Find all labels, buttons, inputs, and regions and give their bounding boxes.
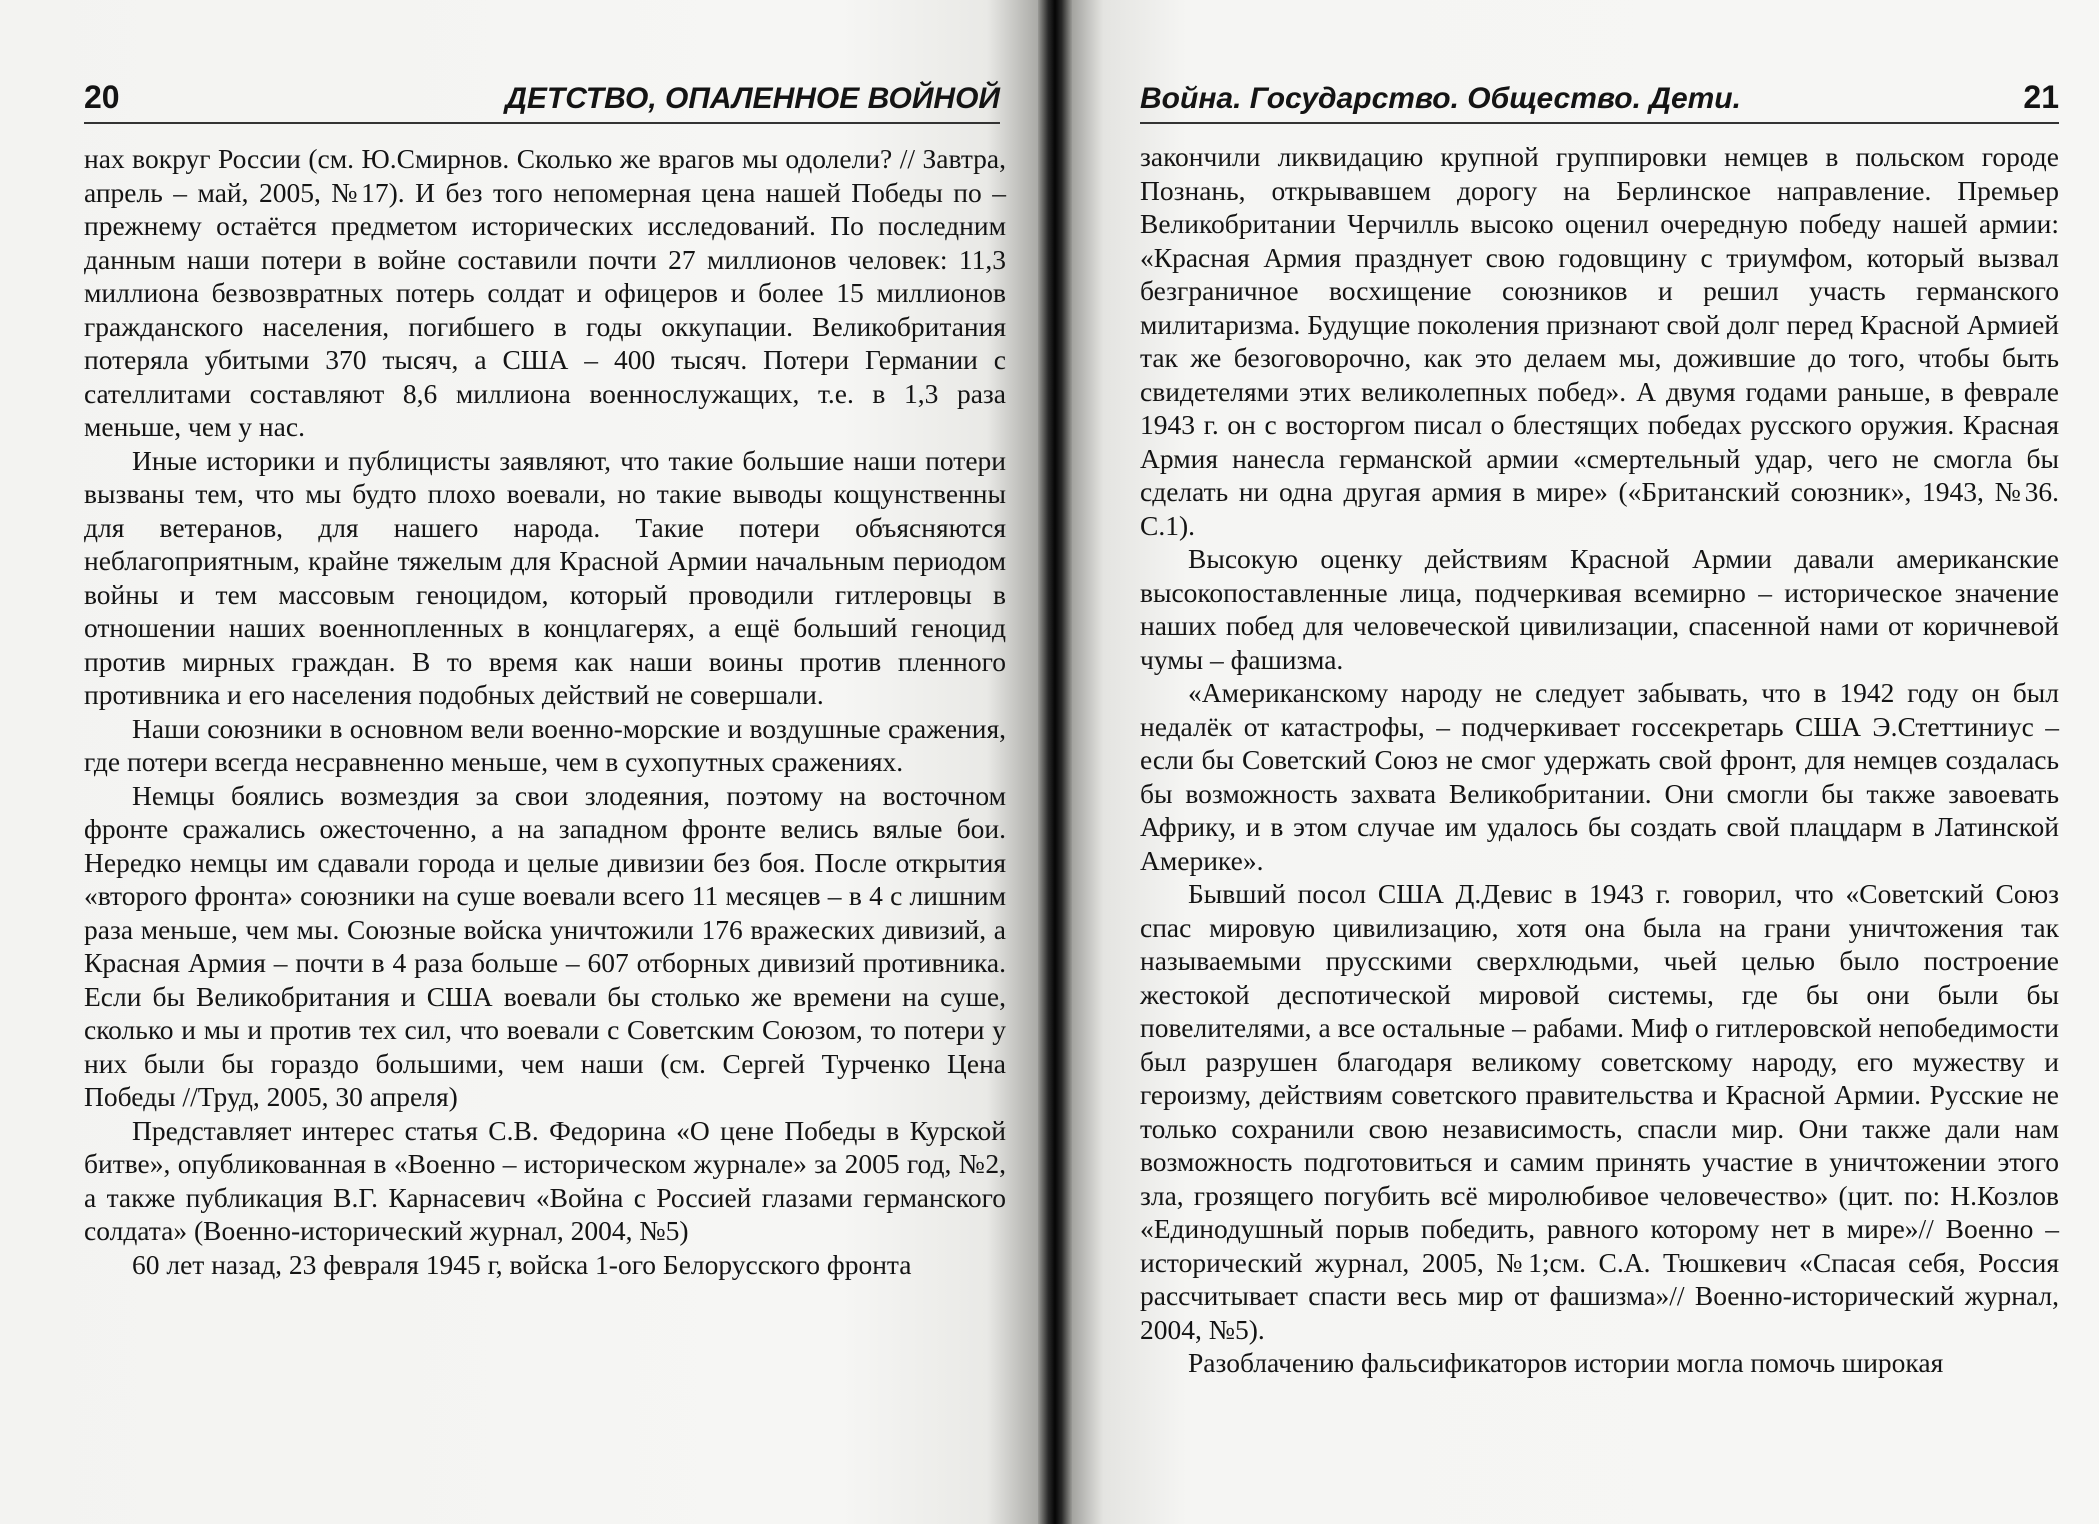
paragraph: нах вокруг России (см. Ю.Смирнов. Сколько же врагов мы одолели? // Завтра, апрель – май, 2005, №17). И без того непомерная цена нашей Победы по – прежнему остаётся предметом исторических исследований. По последним данным наши потери в войне составили почти 27 миллионов человек: 11,3 миллиона безвозвратных потерь солдат и офицеров и более 15 миллионов гражданского населения, погибшего в годы оккупации. Великобритания потеряла убитыми 370 тысяч, а США – 400 тысяч. Потери Германии с сателлитами составляют 8,6 миллиона военнослужащих, т.е. в 1,3 раза меньше, чем у нас. xyxy=(84,143,1006,442)
paragraph: Представляет интерес статья С.В. Федорина «О цене Победы в Курской битве», опубликованная в «Военно – историческом журнале» за 2005 год, №2, а также публикация В.Г. Карнасевич «Война с Россией глазами германского солдата» (Военно-исторический журнал, 2004, №5) xyxy=(84,1114,1006,1246)
running-title: Война. Государство. Общество. Дети. xyxy=(1140,82,1741,115)
paragraph: Разоблачению фальсификаторов истории могла помочь широкая xyxy=(1188,1347,1944,1378)
right-page-header xyxy=(1140,62,2059,124)
paragraph: Высокую оценку действиям Красной Армии давали американские высокопоставленные лица, подчеркивая всемирно – историческое значение наших побед для человеческой цивилизации, спасенной нами от коричневой чумы – фашизма. xyxy=(1140,543,2059,675)
paragraph: Наши союзники в основном вели военно-морские и воздушные сражения, где потери всегда несравненно меньше, чем в сухопутных сражениях. xyxy=(84,712,1006,777)
paragraph: закончили ликвидацию крупной группировки немцев в польском городе Познань, открывавшем дорогу на Берлинское направление. Премьер Великобритании Черчилль высоко оценил очередную победу нашей армии: «Красная Армия празднует свою годовщину с триумфом, который вызвал безграничное восхищение союзников и решил участь германского милитаризма. Будущие поколения признают свой долг перед Красной Армией так же безоговорочно, как это делаем мы, дожившие до того, чтобы быть свидетелями этих великолепных побед». А двумя годами раньше, в феврале 1943 г. он с восторгом писал о блестящих победах русского оружия. Красная Армия нанесла германской армии «смертельный удар, чего не смогла бы сделать ни одна другая армия в мире» («Британский союзник», 1943, №36. С.1). xyxy=(1140,141,2059,541)
page-number: 21 xyxy=(2023,79,2059,115)
left-page-body xyxy=(84,142,1006,1281)
right-page-body xyxy=(1140,140,2059,1380)
running-title: ДЕТСТВО, ОПАЛЕННОЕ ВОЙНОЙ xyxy=(505,82,1000,115)
paragraph: Иные историки и публицисты заявляют, что такие большие наши потери вызваны тем, что мы будто плохо воевали, но такие выводы кощунственны для ветеранов, для нашего народа. Такие потери объясняются неблагоприятным, крайне тяжелым для Красной Армии начальным периодом войны и тем массовым геноцидом, который проводили гитлеровцы в отношении наших военнопленных в концлагерях, а ещё больший геноцид против мирных граждан. В то время как наши воины против пленного противника и его населения подобных действий не совершали. xyxy=(84,444,1006,710)
paragraph: «Американскому народу не следует забывать, что в 1942 году он был недалёк от катастрофы, – подчеркивает госсекретарь США Э.Стеттиниус – если бы Советский Союз не смог удержать свой фронт, для немцев создалась бы возможность захвата Великобритании. Они смогли бы также завоевать Африку, и в этом случае им удалось бы создать свой плацдарм в Латинской Америке». xyxy=(1140,677,2059,876)
left-page-header xyxy=(84,62,1000,124)
paragraph: Немцы боялись возмездия за свои злодеяния, поэтому на восточном фронте сражались ожесточенно, а на западном фронте велись вялые бои. Нередко немцы им сдавали города и целые дивизии без боя. После открытия «второго фронта» союзники на суше воевали всего 11 месяцев – в 4 с лишним раза меньше, чем мы. Союзные войска уничтожили 176 вражеских дивизий, а Красная Армия – почти в 4 раза больше – 607 отборных дивизий противника. Если бы Великобритания и США воевали бы столько же времени на суше, сколько и мы и против тех сил, что воевали с Советским Союзом, то потери у них были бы гораздо большими, чем наши (см. Сергей Турченко Цена Победы //Труд, 2005, 30 апреля) xyxy=(84,779,1006,1112)
page-number: 20 xyxy=(84,79,120,115)
paragraph: 60 лет назад, 23 февраля 1945 г, войска 1-ого Белорусского фронта xyxy=(132,1248,912,1280)
book-gutter xyxy=(1038,0,1072,1524)
right-page xyxy=(1062,0,2099,1524)
paragraph: Бывший посол США Д.Девис в 1943 г. говорил, что «Советский Союз спас мировую цивилизацию, хотя она была на грани уничтожения так называемыми прусскими сверхлюдьми, чьей целью было построение жестокой деспотической мировой системы, где бы они были бы повелителями, а все остальные – рабами. Миф о гитлеровской непобедимости был разрушен благодаря великому советскому народу, его мужеству и героизму, действиям советского правительства и Красной Армии. Русские не только сохранили свою независимость, спасли мир. Они также дали нам возможность подготовиться и самим принять участие в уничтожении этого зла, грозящего погубить всё миролюбивое человечество» (цит. по: Н.Козлов «Единодушный порыв победить, равного которому нет в мире»// Военно – исторический журнал, 2005, №1;см. С.А. Тюшкевич «Спасая себя, Россия рассчитывает спасти весь мир от фашизма»// Военно-исторический журнал, 2004, №5). xyxy=(1140,878,2059,1345)
